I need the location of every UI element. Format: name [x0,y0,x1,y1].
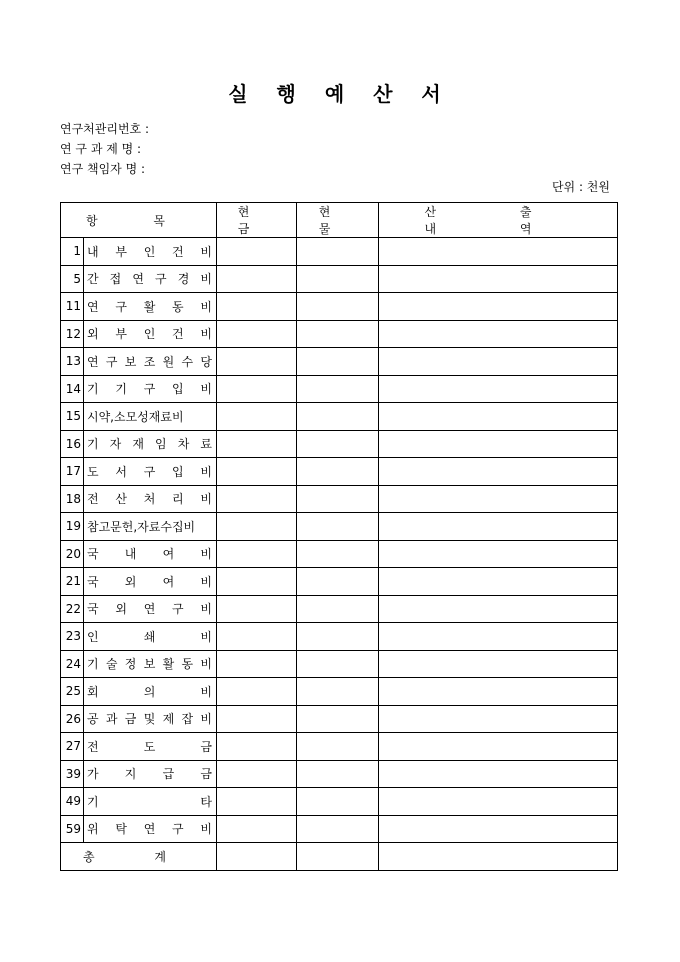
row-calc-cell[interactable] [379,265,618,293]
row-in-kind-cell[interactable] [297,650,379,678]
document-title: 실 행 예 산 서 [228,82,452,106]
row-cash-cell[interactable] [217,238,297,266]
row-calc-cell[interactable] [379,430,618,458]
table-row [61,375,618,403]
row-in-kind-cell[interactable] [297,375,379,403]
row-calc-cell[interactable] [379,540,618,568]
row-number: 19 [61,513,84,541]
row-item-name: 회 의 비 [84,678,217,706]
table-row [61,320,618,348]
row-cash-cell[interactable] [217,705,297,733]
row-in-kind-cell[interactable] [297,705,379,733]
row-number: 25 [61,678,84,706]
total-calc-cell[interactable] [379,843,618,871]
row-cash-cell[interactable] [217,320,297,348]
table-header-row [61,203,618,238]
row-item-name: 참고문헌,자료수집비 [84,513,217,541]
row-item-name: 연 구 활 동 비 [84,293,217,321]
row-in-kind-cell[interactable] [297,458,379,486]
row-calc-cell[interactable] [379,293,618,321]
header-in-kind: 현 물 [297,203,379,238]
row-cash-cell[interactable] [217,485,297,513]
row-item-name: 기 자 재 임 차 료 [84,430,217,458]
row-number: 59 [61,815,84,843]
unit-label: 단위 : 천원 [551,180,610,194]
table-row [61,623,618,651]
row-number: 17 [61,458,84,486]
row-calc-cell[interactable] [379,458,618,486]
row-number: 14 [61,375,84,403]
row-in-kind-cell[interactable] [297,623,379,651]
row-calc-cell[interactable] [379,678,618,706]
row-calc-cell[interactable] [379,485,618,513]
row-calc-cell[interactable] [379,705,618,733]
row-item-name: 가 지 급 금 [84,760,217,788]
row-calc-cell[interactable] [379,238,618,266]
row-cash-cell[interactable] [217,375,297,403]
budget-table [60,202,618,871]
row-calc-cell[interactable] [379,568,618,596]
row-in-kind-cell[interactable] [297,513,379,541]
row-cash-cell[interactable] [217,265,297,293]
row-in-kind-cell[interactable] [297,320,379,348]
row-cash-cell[interactable] [217,403,297,431]
row-calc-cell[interactable] [379,375,618,403]
row-in-kind-cell[interactable] [297,238,379,266]
table-row [61,733,618,761]
project-number-label: 연구처관리번호 : [60,122,150,136]
row-in-kind-cell[interactable] [297,430,379,458]
row-in-kind-cell[interactable] [297,293,379,321]
row-cash-cell[interactable] [217,815,297,843]
row-number: 15 [61,403,84,431]
row-calc-cell[interactable] [379,733,618,761]
table-row [61,540,618,568]
total-in-kind-cell[interactable] [297,843,379,871]
row-item-name: 국 내 여 비 [84,540,217,568]
row-calc-cell[interactable] [379,650,618,678]
row-item-name: 기 기 구 입 비 [84,375,217,403]
total-row [61,843,618,871]
row-item-name: 공 과 금 및 제 잡 비 [84,705,217,733]
table-row [61,485,618,513]
row-cash-cell[interactable] [217,568,297,596]
table-row [61,815,618,843]
table-row [61,513,618,541]
table-row [61,430,618,458]
row-number: 12 [61,320,84,348]
total-cash-cell[interactable] [217,843,297,871]
row-item-name: 간 접 연 구 경 비 [84,265,217,293]
header-calculation: 산 출 내 역 [379,203,618,238]
row-calc-cell[interactable] [379,815,618,843]
row-cash-cell[interactable] [217,733,297,761]
row-in-kind-cell[interactable] [297,733,379,761]
row-number: 18 [61,485,84,513]
row-number: 27 [61,733,84,761]
row-item-name: 기 술 정 보 활 동 비 [84,650,217,678]
table-row [61,595,618,623]
table-row [61,788,618,816]
table-row [61,238,618,266]
header-item: 항 목 [61,203,217,238]
table-row [61,678,618,706]
row-in-kind-cell[interactable] [297,595,379,623]
row-number: 24 [61,650,84,678]
row-number: 39 [61,760,84,788]
row-number: 5 [61,265,84,293]
row-calc-cell[interactable] [379,348,618,376]
row-cash-cell[interactable] [217,293,297,321]
row-cash-cell[interactable] [217,348,297,376]
row-number: 20 [61,540,84,568]
row-number: 13 [61,348,84,376]
row-cash-cell[interactable] [217,760,297,788]
table-row [61,348,618,376]
project-title-label: 연 구 과 제 명 : [60,142,142,156]
row-item-name: 기 타 [84,788,217,816]
row-calc-cell[interactable] [379,513,618,541]
total-label: 총 계 [61,843,217,871]
row-number: 16 [61,430,84,458]
table-row [61,265,618,293]
row-cash-cell[interactable] [217,430,297,458]
row-item-name: 국 외 연 구 비 [84,595,217,623]
row-cash-cell[interactable] [217,650,297,678]
row-in-kind-cell[interactable] [297,348,379,376]
table-row [61,568,618,596]
row-cash-cell[interactable] [217,595,297,623]
row-in-kind-cell[interactable] [297,540,379,568]
row-cash-cell[interactable] [217,540,297,568]
table-row [61,705,618,733]
row-item-name: 위 탁 연 구 비 [84,815,217,843]
row-number: 23 [61,623,84,651]
header-cash: 현 금 [217,203,297,238]
row-number: 49 [61,788,84,816]
row-in-kind-cell[interactable] [297,265,379,293]
row-item-name: 도 서 구 입 비 [84,458,217,486]
table-row [61,760,618,788]
row-number: 26 [61,705,84,733]
table-row [61,458,618,486]
row-calc-cell[interactable] [379,623,618,651]
row-in-kind-cell[interactable] [297,760,379,788]
row-cash-cell[interactable] [217,788,297,816]
row-number: 11 [61,293,84,321]
row-item-name: 인 쇄 비 [84,623,217,651]
row-in-kind-cell[interactable] [297,815,379,843]
row-in-kind-cell[interactable] [297,403,379,431]
row-in-kind-cell[interactable] [297,485,379,513]
row-item-name: 외 부 인 건 비 [84,320,217,348]
row-calc-cell[interactable] [379,760,618,788]
row-cash-cell[interactable] [217,458,297,486]
principal-investigator-label: 연구 책임자 명 : [60,162,146,176]
row-item-name: 국 외 여 비 [84,568,217,596]
row-item-name: 전 산 처 리 비 [84,485,217,513]
row-cash-cell[interactable] [217,623,297,651]
row-calc-cell[interactable] [379,788,618,816]
row-item-name: 전 도 금 [84,733,217,761]
row-item-name: 내 부 인 건 비 [84,238,217,266]
row-in-kind-cell[interactable] [297,568,379,596]
row-calc-cell[interactable] [379,403,618,431]
row-calc-cell[interactable] [379,320,618,348]
row-calc-cell[interactable] [379,595,618,623]
row-number: 1 [61,238,84,266]
row-number: 22 [61,595,84,623]
row-cash-cell[interactable] [217,513,297,541]
row-number: 21 [61,568,84,596]
table-row [61,293,618,321]
row-item-name: 시약,소모성재료비 [84,403,217,431]
table-row [61,403,618,431]
row-in-kind-cell[interactable] [297,788,379,816]
row-cash-cell[interactable] [217,678,297,706]
row-item-name: 연 구 보 조 원 수 당 [84,348,217,376]
row-in-kind-cell[interactable] [297,678,379,706]
table-row [61,650,618,678]
